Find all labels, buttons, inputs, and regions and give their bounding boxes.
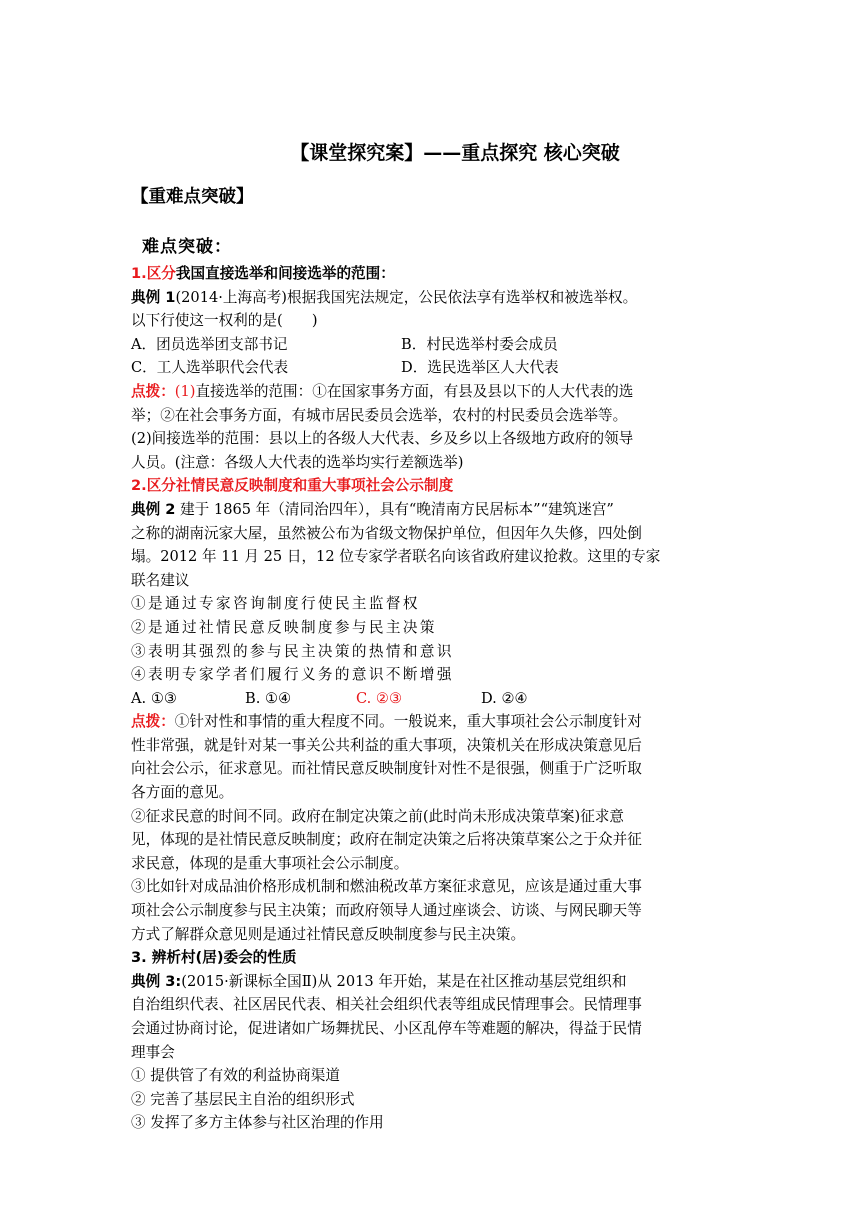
tip-1-line4: 人员。(注意：各级人大代表的选举均实行差额选举) — [131, 453, 464, 471]
heading-1: 1.区分我国直接选举和间接选举的范围： — [131, 265, 395, 282]
tip-2-line7: 求民意，体现的是重大事项社会公示制度。 — [131, 854, 409, 872]
subsection-heading: 难点突破： — [142, 237, 232, 257]
tip-2-line3: 向社会公示，征求意见。而社情民意反映制度针对性不是很强，侧重于广泛听取 — [131, 760, 642, 778]
example-1-line2: 以下行使这一权利的是( ) — [131, 312, 318, 330]
heading-2: 2.区分社情民意反映制度和重大事项社会公示制度 — [131, 477, 454, 495]
example-3-option-2: ② 完善了基层民主自治的组织形式 — [131, 1090, 355, 1108]
example-2-line3: 塌。2012 年 11 月 25 日，12 位专家学者联名向该省政府建议抢救。这里的专家 — [131, 548, 661, 566]
tip-1-line3: (2)间接选举的范围：县以上的各级人大代表、乡及乡以上各级地方政府的领导 — [131, 430, 634, 448]
example-2-option-3: ③表明其强烈的参与民主决策的热情和意识 — [131, 642, 454, 660]
example-3: 典例 3:(2015·新课标全国Ⅱ)从 2013 年开始，某是在社区推动基层党组织和 — [131, 972, 627, 990]
example-1-options-cd: C．工人选举职代会代表 D．选民选举区人大代表 — [131, 359, 559, 377]
example-2-option-4: ④表明专家学者们履行义务的意识不断增强 — [131, 666, 454, 684]
tip-2: 点拨：①针对性和事情的重大程度不同。一般说来，重大事项社会公示制度针对 — [131, 713, 642, 731]
example-1-options-ab: A．团员选举团支部书记 B．村民选举村委会成员 — [131, 335, 558, 353]
section-heading: 【重难点突破】 — [131, 187, 254, 207]
example-2-option-2: ②是通过社情民意反映制度参与民主决策 — [131, 618, 437, 636]
tip-2-line10: 方式了解群众意见则是通过社情民意反映制度参与民主决策。 — [131, 925, 526, 943]
page-title: 【课堂探究案】——重点探究 核心突破 — [290, 142, 620, 164]
tip-2-line5: ②征求民意的时间不同。政府在制定决策之前(此时尚未形成决策草案)征求意 — [131, 807, 624, 825]
example-2: 典例 2 建于 1865 年（清同治四年），具有“晚清南方民居标本”“建筑迷宫” — [131, 500, 614, 518]
tip-1: 点拨：(1)直接选举的范围：①在国家事务方面，有县及县以下的人大代表的选 — [131, 382, 634, 400]
example-2-line4: 联名建议 — [131, 571, 190, 589]
tip-2-line2: 性非常强，就是针对某一事关公共利益的重大事项，决策机关在形成决策意见后 — [131, 736, 642, 754]
example-3-line4: 理事会 — [131, 1043, 175, 1061]
example-3-line2: 自治组织代表、社区居民代表、相关社会组织代表等组成民情理事会。民情理事 — [131, 996, 642, 1014]
example-3-line3: 会通过协商讨论，促进诸如广场舞扰民、小区乱停车等难题的解决，得益于民情 — [131, 1020, 642, 1037]
tip-2-line8: ③比如针对成品油价格形成机制和燃油税改革方案征求意见，应该是通过重大事 — [131, 878, 642, 896]
example-2-answers: A. ①③ B. ①④ C. ②③ D. ②④ — [131, 687, 731, 711]
tip-1-line2: 举；②在社会事务方面，有城市居民委员会选举，农村的村民委员会选举等。 — [131, 406, 628, 424]
example-2-line2: 之称的湖南沅家大屋，虽然被公布为省级文物保护单位，但因年久失修，四处倒 — [131, 524, 642, 542]
correct-answer: C. ②③ — [356, 689, 403, 707]
tip-2-line4: 各方面的意见。 — [131, 784, 234, 802]
example-3-option-1: ① 提供管了有效的利益协商渠道 — [131, 1067, 340, 1085]
tip-2-line9: 项社会公示制度参与民主决策；而政府领导人通过座谈会、访谈、与网民聊天等 — [131, 902, 642, 920]
heading-3: 3. 辨析村(居)委会的性质 — [131, 949, 297, 967]
example-2-option-1: ①是通过专家咨询制度行使民主监督权 — [131, 595, 420, 613]
example-3-option-3: ③ 发挥了多方主体参与社区治理的作用 — [131, 1114, 384, 1132]
document-body — [131, 262, 731, 1135]
example-1: 典例 1(2014·上海高考)根据我国宪法规定，公民依法享有选举权和被选举权。 — [131, 288, 638, 306]
tip-2-line6: 见，体现的是社情民意反映制度；政府在制定决策之后将决策草案公之于众并征 — [131, 831, 642, 849]
